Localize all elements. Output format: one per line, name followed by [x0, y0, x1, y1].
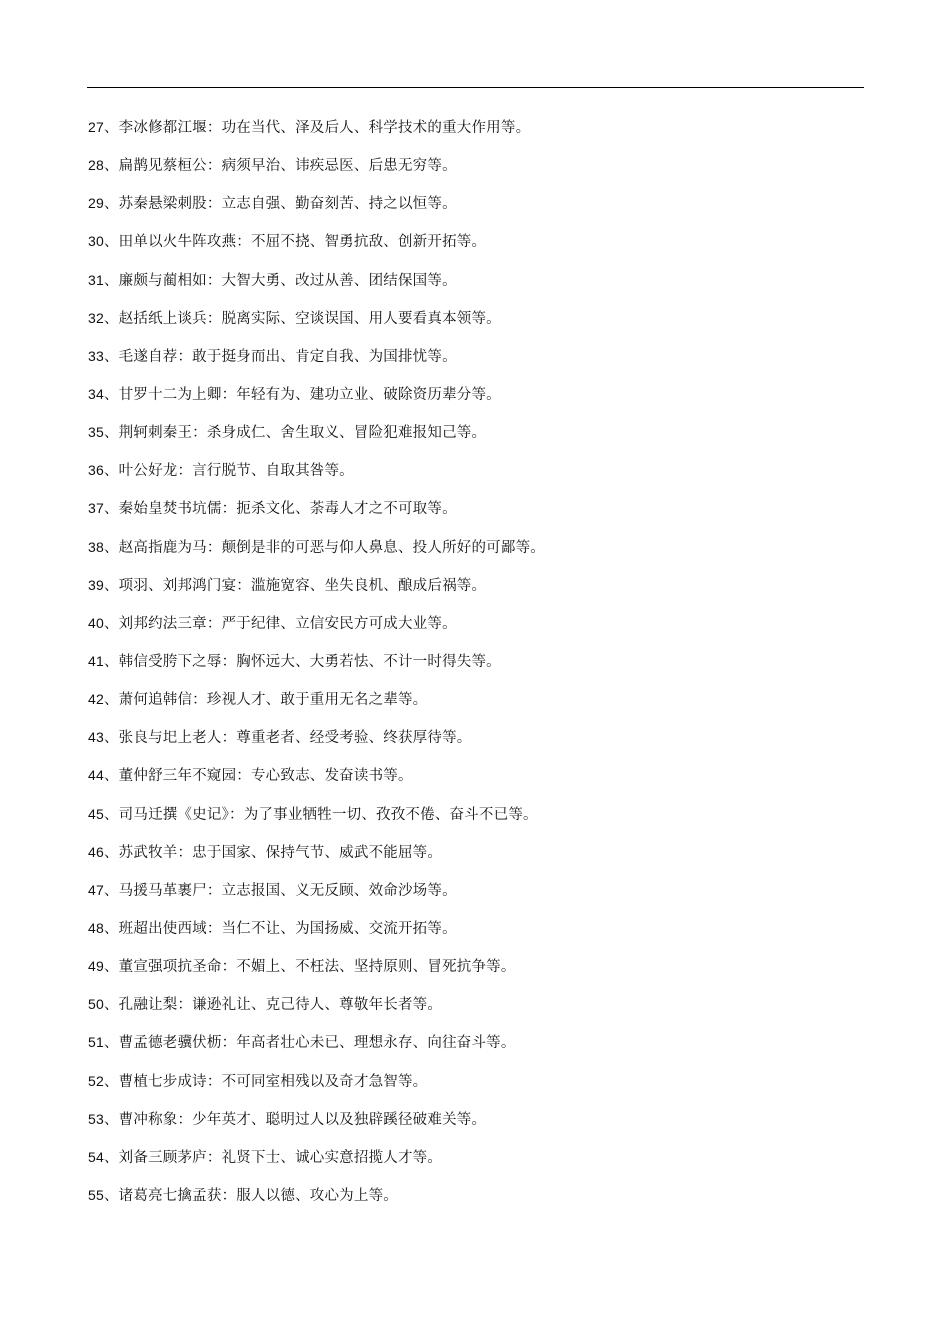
entry-number: 29 [88, 195, 104, 212]
entry-number: 35 [88, 424, 104, 441]
list-item [88, 382, 864, 420]
entry-text: 、赵高指鹿为马：颠倒是非的可恶与仰人鼻息、投人所好的可鄙等。 [103, 539, 545, 556]
entry-text: 、孔融让梨：谦逊礼让、克己待人、尊敬年长者等。 [103, 997, 443, 1014]
entry-text: 、苏武牧羊：忠于国家、保持气节、威武不能屈等。 [103, 844, 443, 861]
list-item [88, 649, 864, 687]
list-item [88, 763, 864, 801]
list-item [88, 535, 864, 573]
entry-text: 、扁鹊见蔡桓公：病须早治、讳疾忌医、后患无穷等。 [103, 158, 457, 175]
entry-text: 、韩信受胯下之辱：胸怀远大、大勇若怯、不计一时得失等。 [103, 653, 501, 670]
list-item [88, 687, 864, 725]
list-item [88, 420, 864, 458]
entry-number: 40 [88, 614, 104, 631]
entry-text: 、荆轲刺秦王：杀身成仁、舍生取义、冒险犯难报知己等。 [103, 425, 487, 442]
entry-text: 、甘罗十二为上卿：年轻有为、建功立业、破除资历辈分等。 [103, 386, 501, 403]
entry-number: 52 [88, 1072, 104, 1089]
entry-number: 55 [88, 1186, 104, 1203]
entry-text: 、班超出使西域：当仁不让、为国扬威、交流开拓等。 [103, 920, 457, 937]
list-item [88, 840, 864, 878]
list-item [88, 916, 864, 954]
entry-text: 、廉颇与蔺相如：大智大勇、改过从善、团结保国等。 [103, 272, 457, 289]
entry-text: 、马援马革裹尸：立志报国、义无反顾、效命沙场等。 [103, 882, 457, 899]
list-item [88, 191, 864, 229]
list-item [88, 268, 864, 306]
entry-number: 31 [88, 271, 104, 288]
entry-number: 49 [88, 958, 104, 975]
entry-text: 、赵括纸上谈兵：脱离实际、空谈误国、用人要看真本领等。 [103, 310, 501, 327]
entry-number: 42 [88, 691, 104, 708]
list-item [88, 1069, 864, 1107]
entry-text: 、诸葛亮七擒孟获：服人以德、攻心为上等。 [103, 1187, 398, 1204]
entry-text: 、项羽、刘邦鸿门宴：滥施宽容、坐失良机、酿成后祸等。 [103, 577, 487, 594]
list-item [88, 992, 864, 1030]
entry-text: 、曹植七步成诗：不可同室相残以及奇才急智等。 [103, 1073, 428, 1090]
list-item [88, 802, 864, 840]
entry-number: 30 [88, 233, 104, 250]
list-item [88, 229, 864, 267]
entry-number: 41 [88, 652, 104, 669]
entry-text: 、田单以火牛阵攻燕：不屈不挠、智勇抗敌、创新开拓等。 [103, 234, 487, 251]
list-item [88, 611, 864, 649]
list-item [88, 1183, 864, 1221]
entry-text: 、曹冲称象：少年英才、聪明过人以及独辟蹊径破难关等。 [103, 1111, 487, 1128]
entry-number: 46 [88, 843, 104, 860]
list-item [88, 725, 864, 763]
entry-number: 36 [88, 462, 104, 479]
entry-number: 51 [88, 1034, 104, 1051]
list-item [88, 1030, 864, 1068]
list-item [88, 496, 864, 534]
entry-number: 50 [88, 996, 104, 1013]
entry-number: 48 [88, 919, 104, 936]
entry-number: 37 [88, 500, 104, 517]
entry-number: 54 [88, 1148, 104, 1165]
entry-text: 、张良与圯上老人：尊重老者、经受考验、终获厚待等。 [103, 730, 472, 747]
list-item [88, 954, 864, 992]
list-item [88, 878, 864, 916]
list-item [88, 153, 864, 191]
entry-number: 47 [88, 881, 104, 898]
entry-number: 28 [88, 157, 104, 174]
entry-number: 38 [88, 538, 104, 555]
list-item [88, 458, 864, 496]
entry-text: 、董仲舒三年不窥园：专心致志、发奋读书等。 [103, 768, 413, 785]
entry-number: 39 [88, 576, 104, 593]
entry-text: 、司马迁撰《史记》：为了事业牺牲一切、孜孜不倦、奋斗不已等。 [103, 806, 538, 823]
entry-number: 45 [88, 805, 104, 822]
entry-number: 44 [88, 767, 104, 784]
list-item [88, 115, 864, 153]
list-item [88, 1107, 864, 1145]
header-rule [87, 87, 864, 88]
entry-text: 、曹孟德老骥伏枥：年高者壮心未已、理想永存、向往奋斗等。 [103, 1035, 516, 1052]
entry-text: 、董宣强项抗圣命：不媚上、不枉法、坚持原则、冒死抗争等。 [103, 959, 516, 976]
entry-text: 、李冰修都江堰：功在当代、泽及后人、科学技术的重大作用等。 [103, 120, 531, 136]
list-item [88, 344, 864, 382]
entry-text: 、萧何追韩信：珍视人才、敢于重用无名之辈等。 [103, 692, 428, 709]
list-item [88, 306, 864, 344]
entry-text: 、秦始皇焚书坑儒：扼杀文化、荼毒人才之不可取等。 [103, 501, 457, 518]
entry-text: 、苏秦悬梁刺股：立志自强、勤奋刻苦、持之以恒等。 [103, 196, 457, 213]
entry-number: 33 [88, 347, 104, 364]
entry-text: 、刘邦约法三章：严于纪律、立信安民方可成大业等。 [103, 615, 457, 632]
entry-number: 27 [88, 119, 104, 135]
list-item [88, 1145, 864, 1183]
entry-number: 43 [88, 729, 104, 746]
entry-number: 53 [88, 1110, 104, 1127]
entry-text: 、毛遂自荐：敢于挺身而出、肯定自我、为国排忧等。 [103, 348, 457, 365]
list-item [88, 573, 864, 611]
entry-text: 、叶公好龙：言行脱节、自取其咎等。 [103, 463, 354, 480]
entry-number: 32 [88, 309, 104, 326]
entry-list [88, 115, 864, 1221]
entry-number: 34 [88, 385, 104, 402]
entry-text: 、刘备三顾茅庐：礼贤下士、诚心实意招揽人才等。 [103, 1149, 443, 1166]
